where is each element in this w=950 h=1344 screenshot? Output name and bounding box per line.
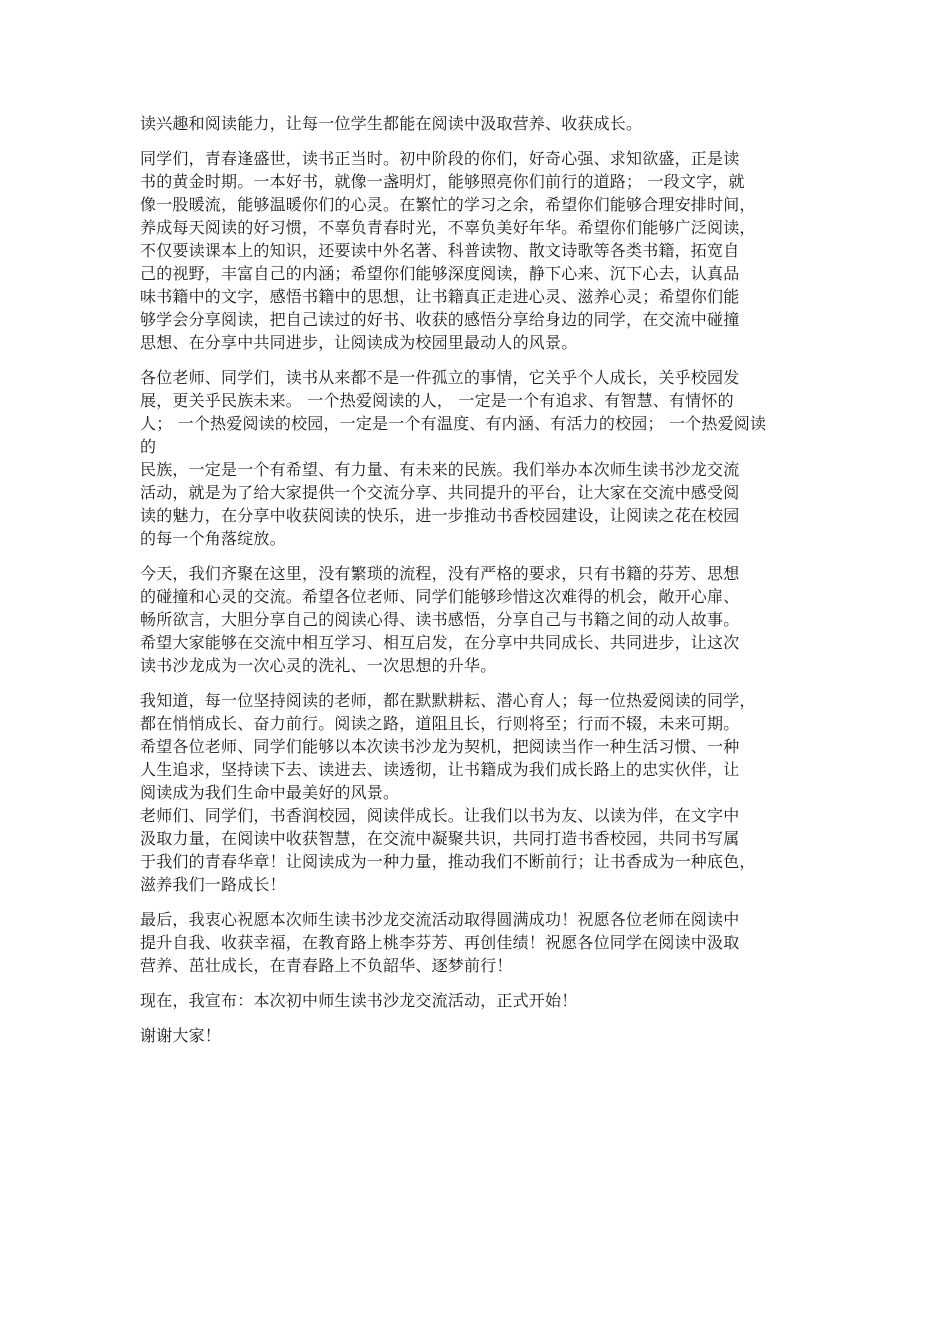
text-line: 养成每天阅读的好习惯，不辜负青春时光，不辜负美好年华。希望你们能够广泛阅读， [140,218,756,237]
text-line: 希望各位老师、同学们能够以本次读书沙龙为契机，把阅读当作一种生活习惯、一种 [140,737,740,756]
text-line: 人生追求，坚持读下去、读进去、读透彻，让书籍成为我们成长路上的忠实伙伴，让 [140,760,740,779]
paragraph [140,562,830,677]
text-line: 人； 一个热爱阅读的校园，一定是一个有温度、有内涵、有活力的校园； 一个热爱阅读 [140,414,767,433]
paragraph [140,1024,830,1047]
paragraph [140,908,830,977]
text-line: 希望大家能够在交流中相互学习、相互启发，在分享中共同成长、共同进步，让这次 [140,633,740,652]
text-line: 读兴趣和阅读能力，让每一位学生都能在阅读中汲取营养、收获成长。 [140,114,643,133]
text-line: 畅所欲言，大胆分享自己的阅读心得、读书感悟，分享自己与书籍之间的动人故事。 [140,610,740,629]
paragraph [140,366,830,550]
text-line: 谢谢大家！ [140,1026,222,1045]
text-line: 的 [140,437,157,456]
text-line: 的每一个角落绽放。 [140,529,286,548]
paragraph [140,689,830,896]
text-line: 我知道，每一位坚持阅读的老师，都在默默耕耘、潜心育人；每一位热爱阅读的同学， [140,691,756,710]
text-line: 都在悄悄成长、奋力前行。阅读之路，道阻且长，行则将至；行而不辍，未来可期。 [140,714,740,733]
text-line: 不仅要读课本上的知识，还要读中外名著、科普读物、散文诗歌等各类书籍，拓宽自 [140,241,740,260]
text-line: 民族，一定是一个有希望、有力量、有未来的民族。我们举办本次师生读书沙龙交流 [140,460,740,479]
text-line: 老师们、同学们，书香润校园，阅读伴成长。让我们以书为友、以读为伴，在文字中 [140,806,740,825]
document-body [140,112,830,1059]
text-line: 己的视野，丰富自己的内涵；希望你们能够深度阅读，静下心来、沉下心去，认真品 [140,264,740,283]
text-line: 味书籍中的文字，感悟书籍中的思想，让书籍真正走进心灵、滋养心灵；希望你们能 [140,287,740,306]
text-line: 活动，就是为了给大家提供一个交流分享、共同提升的平台，让大家在交流中感受阅 [140,483,740,502]
text-line: 汲取力量，在阅读中收获智慧，在交流中凝聚共识，共同打造书香校园，共同书写属 [140,829,740,848]
text-line: 像一股暖流，能够温暖你们的心灵。在繁忙的学习之余，希望你们能够合理安排时间， [140,195,756,214]
text-line: 现在，我宣布：本次初中师生读书沙龙交流活动，正式开始！ [140,991,578,1010]
text-line: 读的魅力，在分享中收获阅读的快乐，进一步推动书香校园建设，让阅读之花在校园 [140,506,740,525]
text-line: 各位老师、同学们，读书从来都不是一件孤立的事情，它关乎个人成长，关乎校园发 [140,368,740,387]
text-line: 书的黄金时期。一本好书，就像一盏明灯，能够照亮你们前行的道路； 一段文字，就 [140,172,745,191]
paragraph [140,989,830,1012]
text-line: 于我们的青春华章！让阅读成为一种力量，推动我们不断前行；让书香成为一种底色， [140,852,756,871]
text-line: 够学会分享阅读，把自己读过的好书、收获的感悟分享给身边的同学，在交流中碰撞 [140,310,740,329]
text-line: 的碰撞和心灵的交流。希望各位老师、同学们能够珍惜这次难得的机会，敞开心扉、 [140,587,740,606]
paragraph [140,112,830,135]
text-line: 滋养我们一路成长！ [140,875,286,894]
text-line: 思想、在分享中共同进步，让阅读成为校园里最动人的风景。 [140,333,578,352]
text-line: 展，更关乎民族未来。 一个热爱阅读的人， 一定是一个有追求、有智慧、有情怀的 [140,391,734,410]
text-line: 今天，我们齐聚在这里，没有繁琐的流程，没有严格的要求，只有书籍的芬芳、思想 [140,564,740,583]
text-line: 同学们，青春逢盛世，读书正当时。初中阶段的你们，好奇心强、求知欲盛，正是读 [140,149,740,168]
text-line: 读书沙龙成为一次心灵的洗礼、一次思想的升华。 [140,656,497,675]
text-line: 阅读成为我们生命中最美好的风景。 [140,783,400,802]
text-line: 提升自我、收获幸福，在教育路上桃李芬芳、再创佳绩！祝愿各位同学在阅读中汲取 [140,933,740,952]
paragraph [140,147,830,354]
text-line: 营养、茁壮成长，在青春路上不负韶华、逐梦前行！ [140,956,513,975]
text-line: 最后，我衷心祝愿本次师生读书沙龙交流活动取得圆满成功！祝愿各位老师在阅读中 [140,910,740,929]
